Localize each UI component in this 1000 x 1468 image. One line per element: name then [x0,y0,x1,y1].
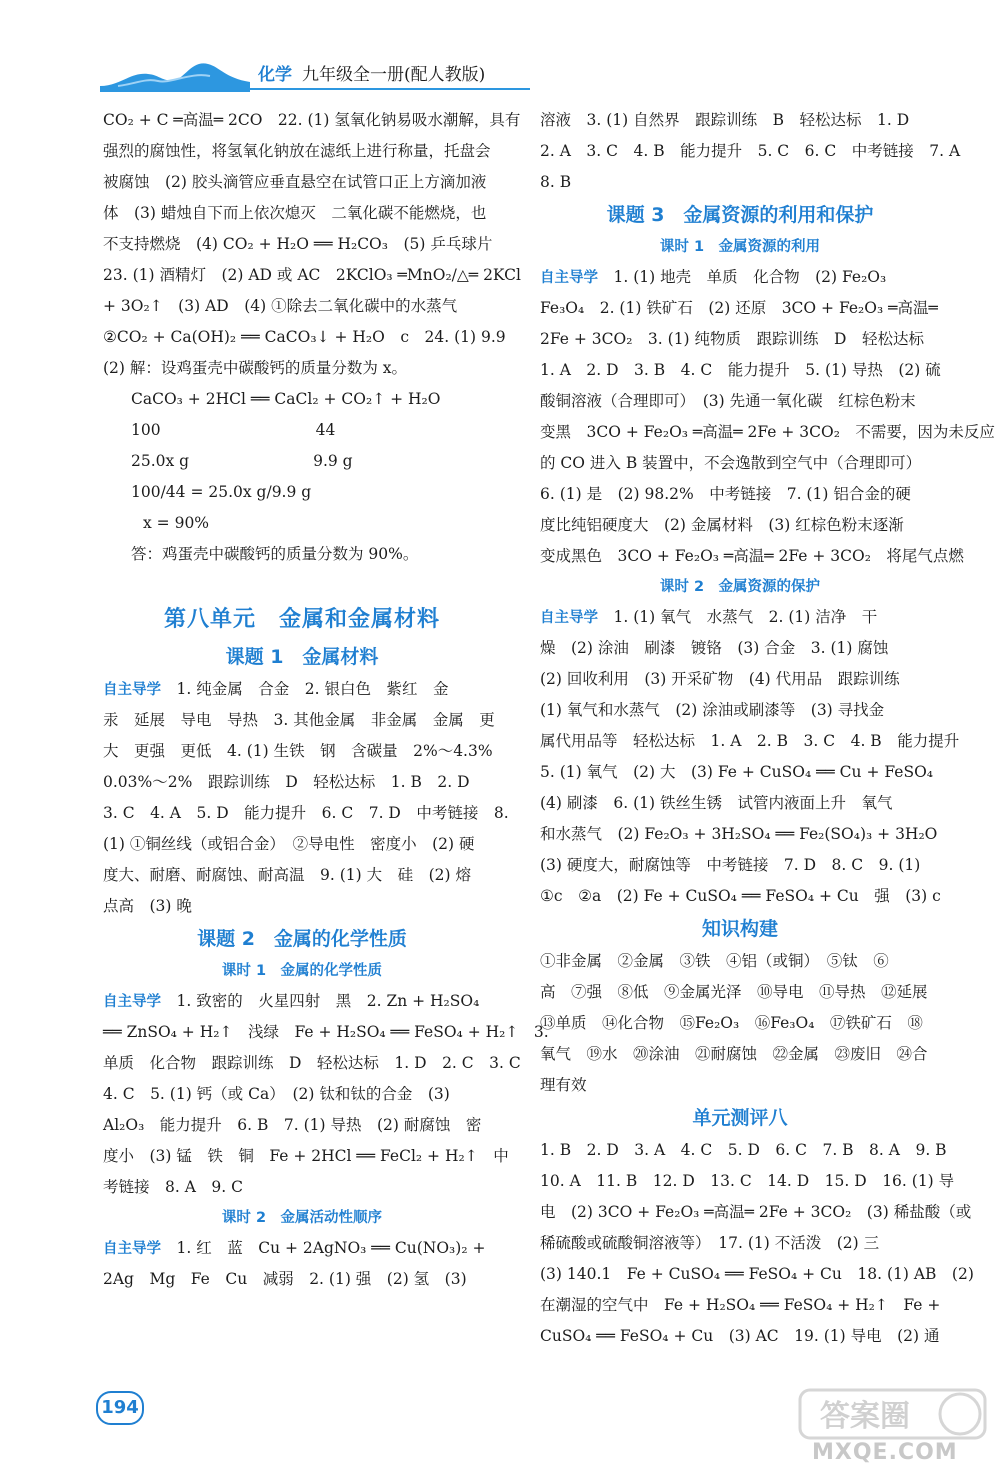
text-line: 5. (1) 氧气 (2) 大 (3) Fe + CuSO₄ ══ Cu + FeSO₄ [540,763,933,781]
unit-title: 第八单元 金属和金属材料 [163,607,440,632]
header-book-title: 九年级全一册(配人教版) [302,65,486,85]
section-label: 自主导学 [103,1241,161,1257]
left-column [103,105,549,1295]
text-line: 1. B 2. D 3. A 4. C 5. D 6. C 7. B 8. A 9. B [540,1141,947,1159]
text-line: 变成黑色 3CO + Fe₂O₃ ═高温═ 2Fe + 3CO₂ 将尾气点燃 [540,547,964,565]
text-line: 度小 (3) 锰 铁 铜 Fe + 2HCl ══ FeCl₂ + H₂↑ 中 [103,1147,509,1165]
lesson-title: 课时 2 金属活动性顺序 [221,1210,383,1226]
text-line: 汞 延展 导电 导热 3. 其他金属 非金属 金属 更 [103,711,495,729]
text-line: 和水蒸气 (2) Fe₂O₃ + 3H₂SO₄ ══ Fe₂(SO₄)₃ + 3H₂O [540,825,938,843]
text-line: 大 更强 更低 4. (1) 生铁 钢 含碳量 2%～4.3% [103,742,493,760]
calc-line: x = 90% [143,514,210,532]
text-line: 酸铜溶液（合理即可） (3) 先通一氧化碳 红棕色粉末 [540,392,916,410]
topic-title: 课题 2 金属的化学性质 [197,928,407,950]
header-title [258,60,485,85]
text-line: 不支持燃烧 (4) CO₂ + H₂O ══ H₂CO₃ (5) 乒乓球片 [103,235,493,253]
text-line: 高 ⑦强 ⑧低 ⑨金属光泽 ⑩导电 ⑪导热 ⑫延展 [540,983,928,1001]
text-line: Al₂O₃ 能力提升 6. B 7. (1) 导热 (2) 耐腐蚀 密 [103,1116,482,1134]
text-line: 氧气 ⑲水 ⑳涂油 ㉑耐腐蚀 ㉒金属 ㉓废旧 ㉔合 [540,1045,928,1063]
section-label: 自主导学 [103,994,161,1010]
text-line: ①c ②a (2) Fe + CuSO₄ ══ FeSO₄ + Cu 强 (3) c [540,887,941,905]
text-line: 2Ag Mg Fe Cu 减弱 2. (1) 强 (2) 氢 (3) [103,1270,467,1288]
text-line: (1) 氧气和水蒸气 (2) 涂油或刷漆等 (3) 寻找金 [540,701,885,719]
text-line: (1) ①铜丝线（或铝合金） ②导电性 密度小 (2) 硬 [103,835,475,853]
section-label: 自主导学 [103,682,161,698]
topic-title: 课题 1 金属材料 [225,646,379,668]
text-line: 体 (3) 蜡烛自下而上依次熄灭 二氧化碳不能燃烧，也 [103,204,487,222]
text-line: 2Fe + 3CO₂ 3. (1) 纯物质 跟踪训练 D 轻松达标 [540,330,924,348]
text-line: 6. (1) 是 (2) 98.2% 中考链接 7. (1) 铝合金的硬 [540,485,911,503]
text-line: (4) 刷漆 6. (1) 铁丝生锈 试管内液面上升 氧气 [540,794,893,812]
text-line: ②CO₂ + Ca(OH)₂ ══ CaCO₃↓ + H₂O c 24. (1) 9.9 [103,328,506,346]
text-line: CuSO₄ ══ FeSO₄ + Cu (3) AC 19. (1) 导电 (2) 通 [540,1327,940,1345]
calc-line: CaCO₃ + 2HCl ══ CaCl₂ + CO₂↑ + H₂O [131,390,441,408]
text-line: 变黑 3CO + Fe₂O₃ ═高温═ 2Fe + 3CO₂ 不需要，因为未反应 [540,423,995,441]
text-line: 电 (2) 3CO + Fe₂O₃ ═高温═ 2Fe + 3CO₂ (3) 稀盐酸（或 [540,1203,972,1221]
text-line: 1. A 2. D 3. B 4. C 能力提升 5. (1) 导热 (2) 硫 [540,361,941,379]
watermark-text: MXQE.COM [812,1440,958,1465]
text-line: 2. A 3. C 4. B 能力提升 5. C 6. C 中考链接 7. A [540,142,961,160]
text-line: CO₂ + C ═高温═ 2CO 22. (1) 氢氧化钠易吸水潮解，具有 [103,111,521,129]
calc-answer: 答：鸡蛋壳中碳酸钙的质量分数为 90%。 [131,545,419,563]
text-line: Fe₃O₄ 2. (1) 铁矿石 (2) 还原 3CO + Fe₂O₃ ═高温═ [540,299,938,317]
text-line: 的 CO 进入 B 装置中，不会逸散到空气中（合理即可） [540,454,922,472]
text-line: 3. C 4. A 5. D 能力提升 6. C 7. D 中考链接 8. [103,804,509,822]
text-line: (3) 硬度大，耐腐蚀等 中考链接 7. D 8. C 9. (1) [540,856,921,874]
header-rule [218,88,530,90]
text-line: + 3O₂↑ (3) AD (4) ①除去二氧化碳中的水蒸气 [103,297,458,315]
text-line: 10. A 11. B 12. D 13. C 14. D 15. D 16. (1) 导 [540,1172,955,1190]
text-line: 单质 化合物 跟踪训练 D 轻松达标 1. D 2. C 3. C [103,1054,521,1072]
text-line: 自主导学 1. 纯金属 合金 2. 银白色 紫红 金 [103,680,449,698]
page-number: 194 [96,1391,144,1425]
text-line: 23. (1) 酒精灯 (2) AD 或 AC 2KClO₃ ═MnO₂/△═ 2KCl [103,266,521,284]
text-line: (2) 回收利用 (3) 开采矿物 (4) 代用品 跟踪训练 [540,670,900,688]
text-line: 溶液 3. (1) 自然界 跟踪训练 B 轻松达标 1. D [540,111,910,129]
text-line: 8. B [540,173,572,191]
text-line: 在潮湿的空气中 Fe + H₂SO₄ ══ FeSO₄ + H₂↑ Fe + [540,1296,941,1314]
text-line: 燥 (2) 涂油 刷漆 镀铬 (3) 合金 3. (1) 腐蚀 [540,639,889,657]
calc-line: 25.0x g 9.9 g [131,452,353,470]
text-line: 自主导学 1. (1) 地壳 单质 化合物 (2) Fe₂O₃ [540,268,887,286]
text-line: (2) 解：设鸡蛋壳中碳酸钙的质量分数为 x。 [103,359,408,377]
right-column [540,105,995,1352]
topic-title: 课题 3 金属资源的利用和保护 [606,204,874,226]
text-line: (3) 140.1 Fe + CuSO₄ ══ FeSO₄ + Cu 18. (1) AB (2) [540,1265,974,1283]
lesson-title: 课时 1 金属资源的利用 [659,239,821,255]
page-header [100,52,530,102]
lesson-title: 课时 1 金属的化学性质 [221,963,383,979]
calc-line: 100 44 [131,421,336,439]
section-label: 自主导学 [540,610,598,626]
text-line: ══ ZnSO₄ + H₂↑ 浅绿 Fe + H₂SO₄ ══ FeSO₄ + H₂↑ 3. [103,1023,549,1041]
header-subject: 化学 [258,65,292,85]
text-line: 考链接 8. A 9. C [103,1178,243,1196]
text-line: 属代用品等 轻松达标 1. A 2. B 3. C 4. B 能力提升 [540,732,960,750]
text-line: 0.03%～2% 跟踪训练 D 轻松达标 1. B 2. D [103,773,470,791]
calc-line: 100/44 = 25.0x g/9.9 g [131,483,312,501]
text-line: 度大、耐磨、耐腐蚀、耐高温 9. (1) 大 硅 (2) 熔 [103,866,471,884]
text-line: 强烈的腐蚀性，将氢氧化钠放在滤纸上进行称量，托盘会 [103,142,491,160]
watermark-logo-text: 答案圈 [820,1399,910,1434]
lesson-title: 课时 2 金属资源的保护 [659,579,821,595]
text-line: ①非金属 ②金属 ③铁 ④铝（或铜） ⑤钛 ⑥ [540,952,889,970]
text-line: 理有效 [540,1076,587,1094]
text-line: ⑬单质 ⑭化合物 ⑮Fe₂O₃ ⑯Fe₃O₄ ⑰铁矿石 ⑱ [540,1014,923,1032]
text-line: 度比纯铝硬度大 (2) 金属材料 (3) 红棕色粉末逐渐 [540,516,904,534]
test-title: 单元测评八 [692,1107,788,1129]
knowledge-title: 知识构建 [701,918,778,940]
text-line: 自主导学 1. 红 蓝 Cu + 2AgNO₃ ══ Cu(NO₃)₂ + [103,1239,486,1257]
section-label: 自主导学 [540,270,598,286]
wave-logo-icon [100,52,250,92]
text-line: 被腐蚀 (2) 胶头滴管应垂直悬空在试管口正上方滴加液 [103,173,487,191]
text-line: 自主导学 1. (1) 氧气 水蒸气 2. (1) 洁净 干 [540,608,878,626]
text-line: 点高 (3) 晚 [103,897,192,915]
text-line: 4. C 5. (1) 钙（或 Ca） (2) 钛和钛的合金 (3) [103,1085,450,1103]
text-line: 稀硫酸或硫酸铜溶液等） 17. (1) 不活泼 (2) 三 [540,1234,880,1252]
text-line: 自主导学 1. 致密的 火星四射 黑 2. Zn + H₂SO₄ [103,992,480,1010]
